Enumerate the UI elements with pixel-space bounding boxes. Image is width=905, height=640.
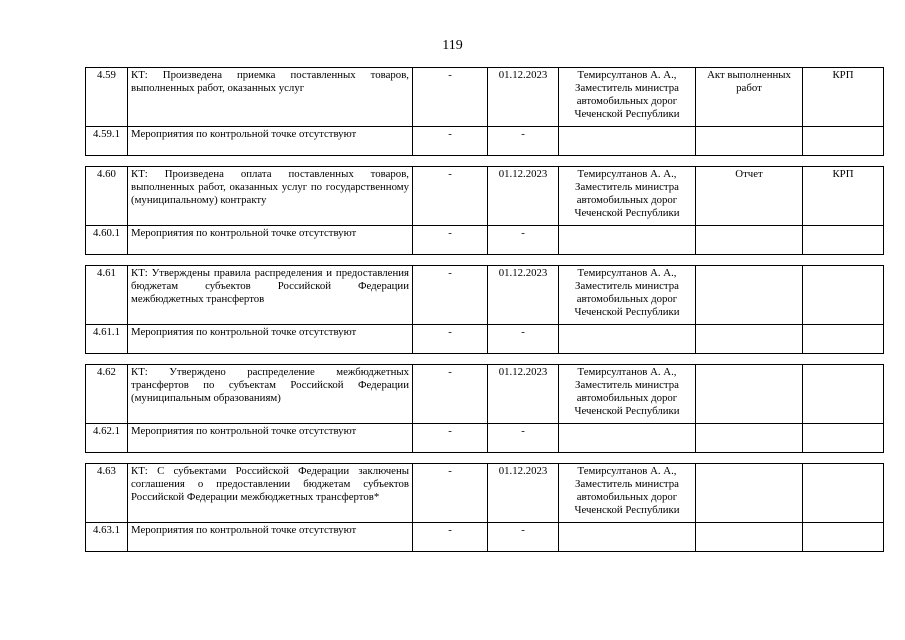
row-date: 01.12.2023	[488, 464, 559, 523]
control-points-table	[85, 67, 884, 552]
row-date: 01.12.2023	[488, 266, 559, 325]
row-system	[803, 127, 884, 156]
row-responsible	[559, 424, 696, 453]
table-row	[86, 167, 884, 226]
row-number: 4.60.1	[86, 226, 128, 255]
row-date: 01.12.2023	[488, 68, 559, 127]
row-responsible: Темирсултанов А. А., Заместитель министра автомобильных дорог Чеченской Республики	[559, 167, 696, 226]
row-date: 01.12.2023	[488, 167, 559, 226]
row-number: 4.63	[86, 464, 128, 523]
table-row	[86, 424, 884, 453]
row-gap	[86, 255, 884, 266]
table-row	[86, 325, 884, 354]
row-description: КТ: Произведена приемка поставленных товаров, выполненных работ, оказанных услуг	[128, 68, 413, 127]
row-number: 4.59	[86, 68, 128, 127]
row-document	[696, 325, 803, 354]
row-responsible: Темирсултанов А. А., Заместитель министра автомобильных дорог Чеченской Республики	[559, 266, 696, 325]
row-dash: -	[413, 127, 488, 156]
table-row	[86, 68, 884, 127]
row-description: КТ: Утверждено распределение межбюджетных трансфертов по субъектам Российской Федерации (муниципальным образованиям)	[128, 365, 413, 424]
row-document: Отчет	[696, 167, 803, 226]
row-system	[803, 266, 884, 325]
table-body	[86, 68, 884, 552]
row-description: КТ: Утверждены правила распределения и предоставления бюджетам субъектов Российской Федерации межбюджетных трансфертов	[128, 266, 413, 325]
row-responsible	[559, 127, 696, 156]
row-dash: -	[413, 424, 488, 453]
row-dash: -	[413, 464, 488, 523]
row-number: 4.60	[86, 167, 128, 226]
row-dash: -	[413, 167, 488, 226]
row-gap	[86, 354, 884, 365]
row-document: Акт выполненных работ	[696, 68, 803, 127]
row-system: КРП	[803, 68, 884, 127]
row-document	[696, 424, 803, 453]
row-responsible	[559, 523, 696, 552]
row-dash: -	[413, 226, 488, 255]
row-dash: -	[413, 523, 488, 552]
table-row	[86, 464, 884, 523]
table-row	[86, 226, 884, 255]
row-system	[803, 365, 884, 424]
row-gap	[86, 453, 884, 464]
row-system: КРП	[803, 167, 884, 226]
row-number: 4.63.1	[86, 523, 128, 552]
row-responsible: Темирсултанов А. А., Заместитель министра автомобильных дорог Чеченской Республики	[559, 464, 696, 523]
row-description: Мероприятия по контрольной точке отсутствуют	[128, 127, 413, 156]
row-document	[696, 464, 803, 523]
row-document	[696, 127, 803, 156]
table-row	[86, 266, 884, 325]
table-row	[86, 523, 884, 552]
page-number: 119	[442, 38, 463, 53]
row-description: Мероприятия по контрольной точке отсутствуют	[128, 424, 413, 453]
row-description: Мероприятия по контрольной точке отсутствуют	[128, 523, 413, 552]
row-description: КТ: Произведена оплата поставленных товаров, выполненных работ, оказанных услуг по государственному (муниципальному) контракту	[128, 167, 413, 226]
row-dash: -	[413, 365, 488, 424]
row-gap	[86, 156, 884, 167]
table-row	[86, 365, 884, 424]
row-responsible	[559, 325, 696, 354]
row-system	[803, 226, 884, 255]
row-dash: -	[413, 266, 488, 325]
row-system	[803, 424, 884, 453]
row-number: 4.61	[86, 266, 128, 325]
row-system	[803, 325, 884, 354]
row-responsible	[559, 226, 696, 255]
table-row	[86, 127, 884, 156]
row-number: 4.59.1	[86, 127, 128, 156]
row-date: -	[488, 226, 559, 255]
row-date: -	[488, 127, 559, 156]
row-number: 4.61.1	[86, 325, 128, 354]
row-number: 4.62	[86, 365, 128, 424]
row-responsible: Темирсултанов А. А., Заместитель министра автомобильных дорог Чеченской Республики	[559, 365, 696, 424]
row-responsible: Темирсултанов А. А., Заместитель министра автомобильных дорог Чеченской Республики	[559, 68, 696, 127]
row-number: 4.62.1	[86, 424, 128, 453]
row-dash: -	[413, 325, 488, 354]
row-document	[696, 365, 803, 424]
row-date: 01.12.2023	[488, 365, 559, 424]
row-description: Мероприятия по контрольной точке отсутствуют	[128, 325, 413, 354]
row-description: Мероприятия по контрольной точке отсутствуют	[128, 226, 413, 255]
row-date: -	[488, 424, 559, 453]
row-date: -	[488, 325, 559, 354]
row-dash: -	[413, 68, 488, 127]
row-document	[696, 226, 803, 255]
row-system	[803, 523, 884, 552]
row-date: -	[488, 523, 559, 552]
row-document	[696, 523, 803, 552]
row-document	[696, 266, 803, 325]
row-description: КТ: С субъектами Российской Федерации заключены соглашения о предоставлении бюджетам субъектов Российской Федерации межбюджетных трансфертов*	[128, 464, 413, 523]
row-system	[803, 464, 884, 523]
